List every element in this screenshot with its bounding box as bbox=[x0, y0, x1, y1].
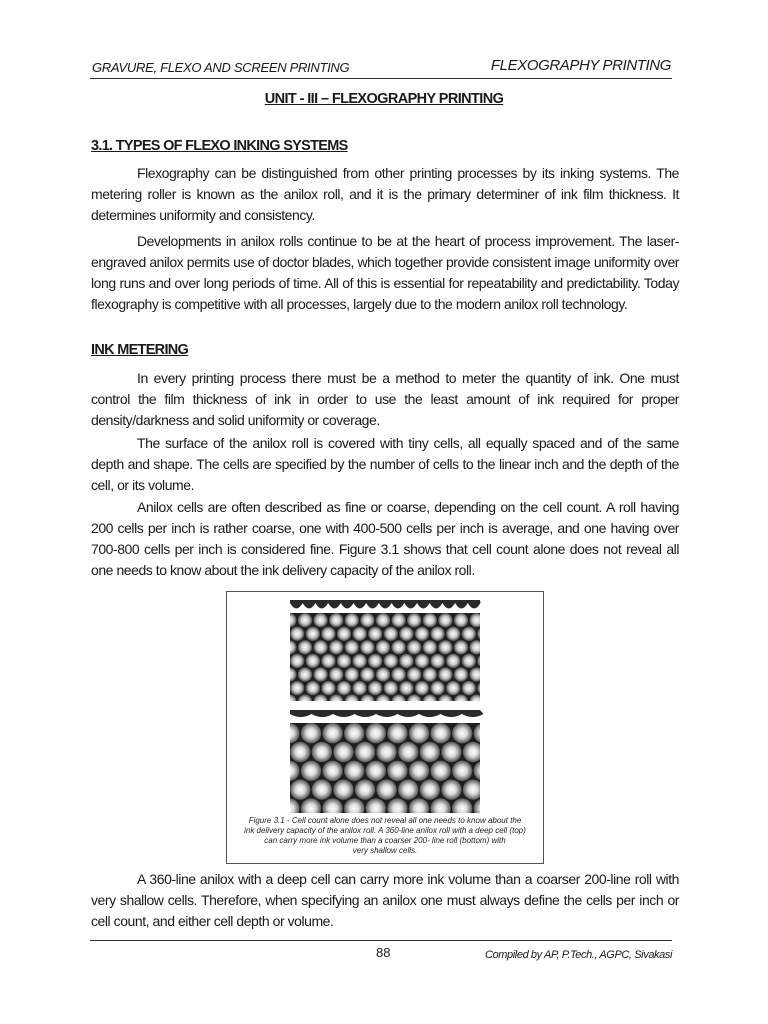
caption-line: can carry more ink volume than a coarser 200- line roll (bottom) with bbox=[264, 836, 506, 845]
anilox-cell bbox=[423, 613, 437, 627]
anilox-cell bbox=[290, 681, 304, 695]
anilox-cell bbox=[282, 613, 296, 627]
anilox-cell bbox=[313, 667, 327, 681]
anilox-cell bbox=[446, 654, 460, 668]
anilox-cell bbox=[399, 627, 413, 641]
anilox-cell bbox=[313, 613, 327, 627]
paragraph: Developments in anilox rolls continue to be at the heart of process improvement. The laser-engraved anilox permits use of doctor blades, which together provide consistent image uniformity over long runs and over long periods of time. All of this is essential for repeatability and predictability. Today flexography is competitive with all processes, largely due to the modern anilox roll technology. bbox=[91, 233, 679, 312]
anilox-cell bbox=[454, 694, 468, 708]
anilox-cell bbox=[352, 627, 366, 641]
anilox-cell bbox=[376, 694, 390, 708]
caption-line: very shallow cells. bbox=[352, 846, 418, 855]
anilox-cell bbox=[352, 654, 366, 668]
anilox-cell bbox=[454, 667, 468, 681]
anilox-cell bbox=[298, 694, 312, 708]
anilox-cell bbox=[360, 640, 374, 654]
anilox-cell bbox=[368, 627, 382, 641]
caption-line: ink delivery capacity of the anilox roll. A 360-line anilox roll with a deep cell (top) bbox=[244, 826, 526, 835]
anilox-cell bbox=[282, 667, 296, 681]
anilox-cell bbox=[415, 627, 429, 641]
anilox-cell bbox=[477, 654, 491, 668]
anilox-cell-illustration bbox=[227, 592, 543, 814]
anilox-cell bbox=[438, 694, 452, 708]
anilox-cell bbox=[474, 761, 494, 781]
anilox-cell bbox=[469, 694, 483, 708]
subsection-heading: INK METERING bbox=[91, 342, 189, 358]
anilox-cell bbox=[477, 681, 491, 695]
anilox-cell bbox=[312, 779, 332, 799]
anilox-cell bbox=[452, 723, 472, 743]
anilox-cell bbox=[366, 723, 386, 743]
anilox-cell bbox=[360, 694, 374, 708]
anilox-cell bbox=[321, 654, 335, 668]
anilox-cell bbox=[423, 640, 437, 654]
anilox-cell bbox=[391, 613, 405, 627]
anilox-cell bbox=[391, 694, 405, 708]
anilox-cell bbox=[430, 681, 444, 695]
anilox-cell bbox=[376, 640, 390, 654]
anilox-cell bbox=[329, 613, 343, 627]
anilox-cell bbox=[407, 613, 421, 627]
anilox-cell bbox=[430, 723, 450, 743]
anilox-cell bbox=[368, 681, 382, 695]
anilox-cell bbox=[279, 723, 299, 743]
anilox-cell bbox=[477, 627, 491, 641]
anilox-cell bbox=[430, 627, 444, 641]
anilox-cell bbox=[344, 761, 364, 781]
figure-caption bbox=[227, 816, 543, 856]
anilox-cell bbox=[355, 779, 375, 799]
anilox-cell bbox=[290, 654, 304, 668]
paragraph: A 360-line anilox with a deep cell can carry more ink volume than a coarser 200-line roll with very shallow cells. Therefore, when specifying an anilox one must always define the cells per inch or cell count, and either cell depth or volume. bbox=[91, 871, 679, 929]
paragraph: In every printing process there must be a method to meter the quantity of ink. One must control the film thickness of ink in order to use the least amount of ink required for proper density/darkness and solid uniformity or coverage. bbox=[91, 370, 679, 428]
header-rule bbox=[90, 78, 672, 79]
anilox-cell bbox=[415, 654, 429, 668]
anilox-cell bbox=[376, 613, 390, 627]
anilox-cell bbox=[282, 640, 296, 654]
anilox-cell bbox=[321, 681, 335, 695]
anilox-cell bbox=[312, 742, 332, 762]
anilox-cell bbox=[290, 742, 310, 762]
anilox-cell bbox=[474, 723, 494, 743]
anilox-cell bbox=[337, 681, 351, 695]
anilox-cell bbox=[438, 613, 452, 627]
anilox-cell bbox=[301, 723, 321, 743]
anilox-cell bbox=[398, 779, 418, 799]
unit-title: UNIT - III – FLEXOGRAPHY PRINTING bbox=[264, 91, 504, 107]
anilox-cell bbox=[376, 667, 390, 681]
anilox-cell bbox=[454, 640, 468, 654]
anilox-cell bbox=[409, 761, 429, 781]
anilox-cell bbox=[398, 742, 418, 762]
anilox-cell bbox=[469, 613, 483, 627]
compiled-by-note: Compiled by AP, P.Tech., AGPC, Sivakasi bbox=[485, 949, 672, 961]
anilox-cell bbox=[454, 613, 468, 627]
anilox-cell bbox=[441, 779, 461, 799]
running-header-left: GRAVURE, FLEXO AND SCREEN PRINTING bbox=[92, 60, 350, 75]
running-header-right: FLEXOGRAPHY PRINTING bbox=[490, 57, 671, 74]
anilox-cell bbox=[391, 667, 405, 681]
anilox-cell bbox=[279, 761, 299, 781]
anilox-cell bbox=[290, 779, 310, 799]
anilox-cell bbox=[462, 654, 476, 668]
anilox-cell bbox=[306, 681, 320, 695]
anilox-cell bbox=[329, 640, 343, 654]
anilox-cell bbox=[415, 681, 429, 695]
anilox-cell bbox=[384, 654, 398, 668]
anilox-cell bbox=[345, 694, 359, 708]
anilox-cell bbox=[345, 667, 359, 681]
anilox-cell bbox=[368, 654, 382, 668]
anilox-cell bbox=[407, 640, 421, 654]
anilox-cell bbox=[366, 761, 386, 781]
anilox-cell bbox=[355, 742, 375, 762]
anilox-cell bbox=[452, 761, 472, 781]
anilox-cell bbox=[306, 627, 320, 641]
anilox-cell bbox=[345, 640, 359, 654]
anilox-cell bbox=[430, 761, 450, 781]
anilox-cell bbox=[462, 681, 476, 695]
shallow-cell-profile bbox=[290, 710, 484, 717]
anilox-cell bbox=[337, 654, 351, 668]
anilox-cell bbox=[399, 681, 413, 695]
section-heading: 3.1. TYPES OF FLEXO INKING SYSTEMS bbox=[91, 138, 348, 154]
anilox-cell bbox=[301, 761, 321, 781]
paragraph: Anilox cells are often described as fine or coarse, depending on the cell count. A roll having 200 cells per inch is rather coarse, one with 400-500 cells per inch is average, and one having over 700-800 cells per inch is considered fine. Figure 3.1 shows that cell count alone does not reveal all one needs to know about the ink delivery capacity of the anilox roll. bbox=[91, 499, 679, 578]
footer-rule bbox=[90, 940, 672, 941]
anilox-cell bbox=[420, 779, 440, 799]
anilox-cell bbox=[399, 654, 413, 668]
caption-line: Figure 3.1 - Cell count alone does not reveal all one needs to know about the bbox=[248, 816, 522, 825]
anilox-cell bbox=[360, 613, 374, 627]
anilox-cell bbox=[469, 667, 483, 681]
anilox-cell bbox=[333, 742, 353, 762]
anilox-cell bbox=[384, 627, 398, 641]
anilox-cell bbox=[462, 627, 476, 641]
anilox-cell bbox=[298, 640, 312, 654]
anilox-cell bbox=[313, 640, 327, 654]
anilox-cell bbox=[290, 627, 304, 641]
anilox-cell bbox=[407, 667, 421, 681]
anilox-cell bbox=[463, 779, 483, 799]
anilox-cell bbox=[423, 667, 437, 681]
anilox-cell bbox=[420, 742, 440, 762]
anilox-cell bbox=[423, 694, 437, 708]
anilox-cell bbox=[352, 681, 366, 695]
paragraph: Flexography can be distinguished from other printing processes by its inking systems. The metering roller is known as the anilox roll, and it is the primary determiner of ink film thickness. It determines uniformity and consistency. bbox=[91, 165, 679, 223]
deep-cell-profile bbox=[290, 600, 481, 609]
anilox-cell bbox=[329, 667, 343, 681]
anilox-cell bbox=[409, 723, 429, 743]
anilox-cell bbox=[337, 627, 351, 641]
anilox-cell bbox=[387, 761, 407, 781]
anilox-cell bbox=[446, 681, 460, 695]
anilox-cell bbox=[469, 640, 483, 654]
anilox-cell bbox=[438, 640, 452, 654]
anilox-cell bbox=[446, 627, 460, 641]
anilox-cell bbox=[360, 667, 374, 681]
anilox-cell bbox=[329, 694, 343, 708]
page-number: 88 bbox=[376, 945, 391, 960]
anilox-cell bbox=[384, 681, 398, 695]
anilox-cell bbox=[322, 761, 342, 781]
anilox-cell bbox=[306, 654, 320, 668]
anilox-cell bbox=[376, 779, 396, 799]
anilox-cell bbox=[298, 667, 312, 681]
anilox-cell bbox=[282, 694, 296, 708]
anilox-cell bbox=[391, 640, 405, 654]
anilox-cell bbox=[298, 613, 312, 627]
anilox-cell bbox=[313, 694, 327, 708]
anilox-cell bbox=[438, 667, 452, 681]
anilox-cell bbox=[322, 723, 342, 743]
anilox-cell-figure bbox=[226, 591, 544, 864]
anilox-cell bbox=[463, 742, 483, 762]
paragraph: The surface of the anilox roll is covered with tiny cells, all equally spaced and of the same depth and shape. The cells are specified by the number of cells to the linear inch and the depth of the cell, or its volume. bbox=[91, 435, 679, 493]
anilox-cell bbox=[376, 742, 396, 762]
anilox-cell bbox=[387, 723, 407, 743]
anilox-cell bbox=[344, 723, 364, 743]
anilox-cell bbox=[407, 694, 421, 708]
anilox-cell bbox=[333, 779, 353, 799]
anilox-cell bbox=[321, 627, 335, 641]
anilox-cell bbox=[345, 613, 359, 627]
anilox-cell bbox=[441, 742, 461, 762]
anilox-cell bbox=[430, 654, 444, 668]
